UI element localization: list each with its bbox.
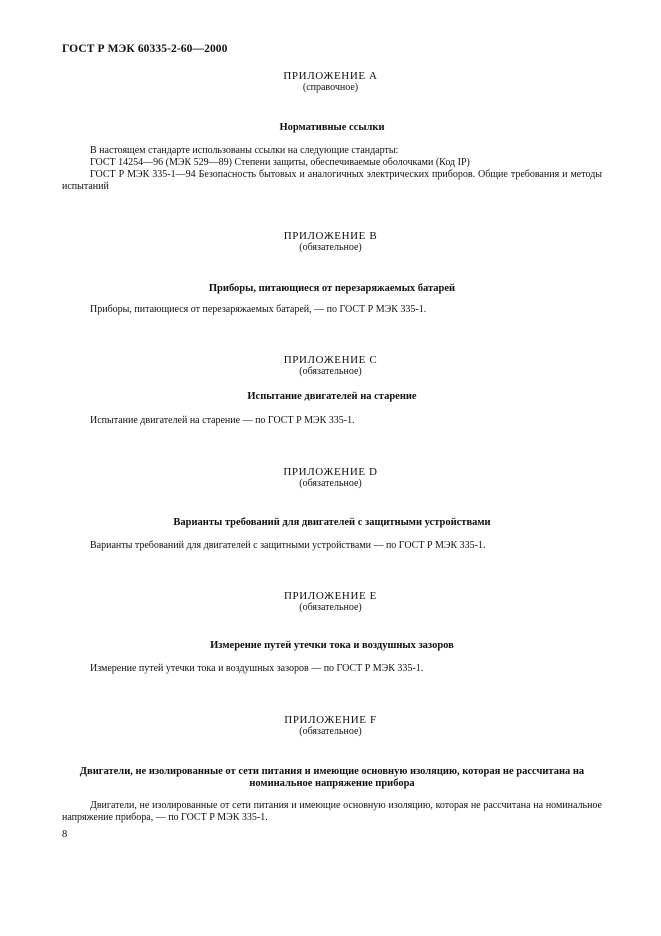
- annex-d-heading: [0, 466, 661, 490]
- annex-f-kind: (обязательное): [299, 726, 362, 737]
- annex-e-kind: (обязательное): [299, 602, 362, 613]
- annex-c-kind: (обязательное): [299, 366, 362, 377]
- annex-a-kind: (справочное): [302, 82, 359, 93]
- annex-c-title: Испытание двигателей на старение: [247, 391, 417, 402]
- annex-a-paragraph-3: ГОСТ Р МЭК 335-1—94 Безопасность бытовых и аналогичных электрических приборов. Общие требования и методы испытаний: [62, 169, 602, 192]
- annex-e-heading: [0, 590, 661, 614]
- annex-d-paragraph-1: Варианты требований для двигателей с защитными устройствами — по ГОСТ Р МЭК 335-1.: [90, 540, 486, 551]
- document-code-header: ГОСТ Р МЭК 60335-2-60—2000: [62, 43, 228, 55]
- annex-a-heading: [0, 70, 661, 94]
- annex-a-body: [62, 145, 602, 193]
- annex-a-label: ПРИЛОЖЕНИЕ А: [283, 70, 378, 82]
- annex-b-paragraph-1: Приборы, питающиеся от перезаряжаемых батарей, — по ГОСТ Р МЭК 335-1.: [90, 304, 427, 315]
- annex-d-body: [62, 540, 602, 552]
- annex-e-title: Измерение путей утечки тока и воздушных зазоров: [210, 640, 454, 651]
- annex-e-paragraph-1: Измерение путей утечки тока и воздушных зазоров — по ГОСТ Р МЭК 335-1.: [90, 663, 424, 674]
- annex-c-body: [62, 415, 602, 427]
- annex-b-label: ПРИЛОЖЕНИЕ В: [283, 230, 378, 242]
- annex-d-kind: (обязательное): [299, 478, 362, 489]
- annex-d-title: Варианты требований для двигателей с защитными устройствами: [173, 517, 491, 528]
- annex-f-heading: [0, 714, 661, 738]
- annex-f-paragraph-1: Двигатели, не изолированные от сети питания и имеющие основную изоляцию, которая не рассчитана на номинальное напряжение прибора, — по ГОСТ Р МЭК 335-1.: [62, 800, 602, 823]
- annex-a-paragraph-1: В настоящем стандарте использованы ссылки на следующие стандарты:: [90, 145, 399, 156]
- annex-c-paragraph-1: Испытание двигателей на старение — по ГОСТ Р МЭК 335-1.: [90, 415, 355, 426]
- annex-b-heading: [0, 230, 661, 254]
- annex-e-body: [62, 663, 602, 675]
- annex-c-heading: [0, 354, 661, 378]
- annex-f-label: ПРИЛОЖЕНИЕ F: [284, 714, 377, 726]
- annex-d-label: ПРИЛОЖЕНИЕ D: [283, 466, 378, 478]
- annex-b-kind: (обязательное): [299, 242, 362, 253]
- annex-a-paragraph-2: ГОСТ 14254—96 (МЭК 529—89) Степени защиты, обеспечиваемые оболочками (Код IP): [90, 157, 470, 168]
- annex-a-title: Нормативные ссылки: [279, 122, 385, 133]
- annex-f-body: [62, 800, 602, 824]
- annex-c-label: ПРИЛОЖЕНИЕ С: [283, 354, 378, 366]
- annex-b-title: Приборы, питающиеся от перезаряжаемых батарей: [208, 283, 456, 294]
- page-number: 8: [62, 829, 68, 840]
- annex-f-title: Двигатели, не изолированные от сети питания и имеющие основную изоляцию, которая не рассчитана на номинальное напряжение прибора: [79, 766, 585, 789]
- annex-b-body: [62, 304, 602, 316]
- annex-e-label: ПРИЛОЖЕНИЕ Е: [284, 590, 377, 602]
